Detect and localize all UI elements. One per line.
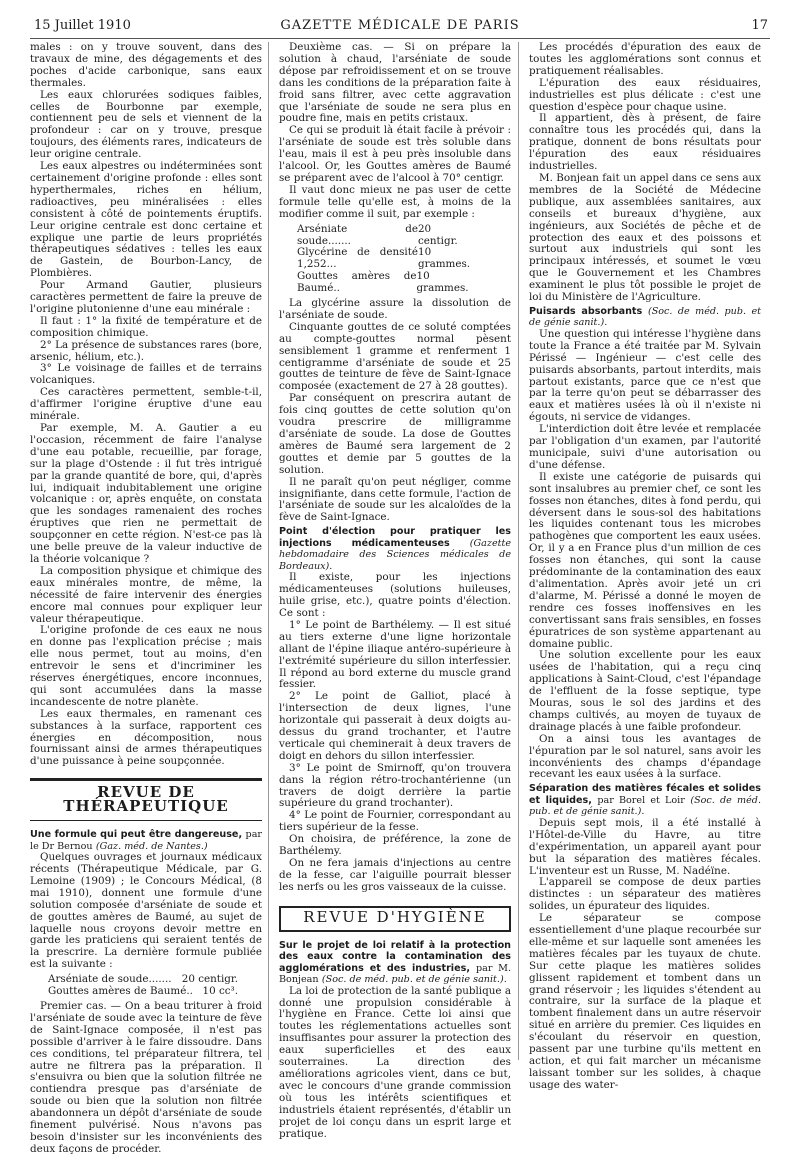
paragraph: On ne fera jamais d'injections au centre de la fesse, car l'aiguille pourrait blesser les nerfs ou les gros vaisseaux de la cuisse. xyxy=(279,857,511,893)
dose: 10 cc³. xyxy=(202,985,238,998)
article-title: Séparation des matières fécales et solides et liquides, xyxy=(529,783,761,806)
section-title: REVUE D'HYGIÈNE xyxy=(303,907,487,926)
paragraph: Par conséquent on prescrira autant de fois cinq gouttes de cette solution qu'on voudra prescrire de milligramme d'arséniate de soude. La dose de Gouttes amères de Baumé sera largement de 2 gouttes et demie par 5 gouttes de la solution. xyxy=(279,392,511,476)
paragraph: Il ne paraît qu'on peut négliger, comme insignifiante, dans cette formule, l'action de l'arséniate de soude sur les alcaloïdes de la fève de Saint-Ignace. xyxy=(279,475,511,524)
paragraph: Il existe, pour les injections médicamenteuses (solutions huileuses, huile grise, etc.), quatre points d'élection. Ce sont : xyxy=(279,571,511,619)
dose: 20 centigr. xyxy=(181,973,238,986)
paragraph: Quelques ouvrages et journaux médicaux récents (Thérapeutique Médicale, par G. Lemoine (1909) ; le Concours Médical, (8 mai 1910), donnent une formule d'une solution composée d'arséniate de soude et de gouttes amères de Baumé, au sujet de laquelle nous croyons devoir mettre en garde les praticiens qui seraient tentés de la prescrire. La dernière formule publiée est la suivante : xyxy=(30,851,262,971)
column-divider xyxy=(518,42,519,1060)
paragraph: Cinquante gouttes de ce soluté comptées au compte-gouttes normal pèsent sensiblement 1 gramme et renferment 1 centigramme d'arséniate de soude et 25 gouttes de teinture de fève de Saint-Ignace composée (exactement de 27 à 28 gouttes). xyxy=(279,320,511,393)
column-left xyxy=(30,41,262,1155)
article-title: Point d'élection pour pratiquer les injections médicamenteuses xyxy=(279,526,511,549)
paragraph: Deuxième cas. — Si on prépare la solution à chaud, l'arséniate de soude dépose par refroidissement et on se trouve dans les conditions de la préparation faite à froid sans filtrer, avec cette aggravation que l'arséniate de soude ne sera plus en poudre fine, mais en petits cristaux. xyxy=(279,41,511,125)
paragraph: La composition physique et chimique des eaux minérales montre, de même, la nécessité de faire intervenir des énergies encore mal connues pour expliquer leur valeur thérapeutique. xyxy=(30,564,262,625)
paragraph: Il appartient, dès à présent, de faire connaître tous les procédés qui, dans la pratique, donnent de bons résultats pour l'épuration des eaux résiduaires industrielles. xyxy=(529,112,761,173)
paragraph: La glycérine assure la dissolution de l'arséniate de soude. xyxy=(279,297,511,321)
paragraph: L'origine profonde de ces eaux ne nous en donne pas l'explication précise ; mais elle nous permet, tout au moins, d'en entrevoir le sens et d'incriminer les réserves énergétiques, encore inconnues, qui sont accumulées dans la masse incandescente de notre planète. xyxy=(30,624,262,708)
paragraph: Pour Armand Gautier, plusieurs caractères permettent de faire la preuve de l'origine plutonienne d'une eau minérale : xyxy=(30,279,262,315)
paragraph: M. Bonjean fait un appel dans ce sens aux membres de la Société de Médecine publique, aux assemblées sanitaires, aux conseils et bureaux d'hygiène, aux ingénieurs, aux Sociétés de pêche et de protection des eaux et des poissons et surtout aux industriels qui sont les principaux intéressés, et soumet le vœu que le Gouvernement et les Chambres examinent le plus tôt possible le projet de loi du Ministère de l'Agriculture. xyxy=(529,171,761,304)
article-heading xyxy=(529,306,761,329)
paragraph: Ce qui se produit là était facile à prévoir : l'arséniate de soude est très soluble dans l'eau, mais il est à peu près insoluble dans l'alcool. Or, les Gouttes amères de Baumé se préparent avec de l'alcool à 70° centigr. xyxy=(279,124,511,184)
paragraph: Il vaut donc mieux ne pas user de cette formule telle qu'elle est, à moins de la modifier comme il suit, par exemple : xyxy=(279,183,511,220)
dose: 10 grammes. xyxy=(418,246,471,271)
paragraph: Il existe une catégorie de puisards qui sont insalubres au premier chef, ce sont les fosses non étanches, dites à fond perdu, qui déversent dans le sous-sol des habitations les liquides contenant tous les microbes pathogènes que comportent les eaux usées. Or, il y a en France plus d'un million de ces fosses non étanches, qui sont la cause prédominante de la contamination des eaux d'alimentation. Après avoir jeté un cri d'alarme, M. Périssé a donné le moyen de rendre ces fosses inoffensives en les convertissant sans frais sensibles, en fosses épuratrices de son système appartenant au domaine public. xyxy=(529,470,761,650)
paragraph: 2° La présence de substances rares (bore, arsenic, hélium, etc.). xyxy=(30,338,262,363)
ingredient: Gouttes amères de Baumé.. xyxy=(48,985,193,998)
paragraph: Le séparateur se compose essentiellement d'une plaque recourbée sur elle-même et sur laquelle sont amenées les matières fécales par les tuyaux de chute. Sur cette plaque les matières solides glissent rapidement et tombent dans un grand réservoir ; les liquides s'étendent au contraire, sur la surface de la plaque et tombent finalement dans un autre réservoir situé en arrière du premier. Ces liquides en s'écoulant du réservoir en question, passent par une turbine qu'ils mettent en action, et qui fait marcher un mécanisme laissant tomber sur les solides, à chaque usage des water- xyxy=(529,912,761,1091)
paragraph: Les eaux thermales, en ramenant ces substances à la surface, rapportent ces énergies en décomposition, nous fournissant ainsi de armes thérapeutiques d'une puissance à peine soupçonnée. xyxy=(30,707,262,768)
article-source: (Gaz. méd. de Nantes.) xyxy=(95,840,208,852)
page-number: 17 xyxy=(751,18,768,33)
paragraph: males : on y trouve souvent, dans des travaux de mine, des dégagements et des poches d'acide carbonique, sans eaux thermales. xyxy=(30,41,262,89)
paragraph: On a ainsi tous les avantages de l'épuration par le sol naturel, sans avoir les inconvénients des champs d'épandage recevant les eaux usées à la surface. xyxy=(529,732,761,781)
article-source: (Gazette hebdomadaire des Sciences médicales de Bordeaux). xyxy=(279,537,512,572)
section-heading-therapeutique xyxy=(30,778,262,821)
formula-block xyxy=(30,974,262,998)
journal-title: GAZETTE MÉDICALE DE PARIS xyxy=(280,18,520,33)
issue-date: 15 Juillet 1910 xyxy=(34,18,131,33)
article-source: (Soc. de méd. pub. et de génie sanit.). xyxy=(529,305,762,329)
formula-line xyxy=(279,247,511,271)
paragraph: Les eaux chlorurées sodiques faibles, celles de Bourbonne par exemple, contiennent peu de sels et viennent de la profondeur : car on y trouve, presque toujours, des éléments rares, indicateurs de leur origine centrale. xyxy=(30,88,262,161)
article-title: Puisards absorbants xyxy=(529,305,643,317)
article-author: par M. Bonjean xyxy=(279,962,511,986)
paragraph: Par exemple, M. A. Gautier a eu l'occasion, récemment de faire l'analyse d'une eau potable, recueillie, par forage, sur la plage d'Ostende : il fut très intrigué par la grande quantité de bore, qui, d'après lui, indiquait indubitablement une origine volcanique : or, après enquête, on constata que les sondages ramenaient des roches éruptives que rien ne permettait de soupçonner en cette région. N'est-ce pas là une belle preuve de la valeur inductive de la théorie volcanique ? xyxy=(30,422,262,565)
paragraph: Une question qui intéresse l'hygiène dans toute la France a été traitée par M. Sylvain Périssé — Ingénieur — c'est celle des puisards absorbants, partout interdits, mais partout existants, parce que ce n'est que par la terre qu'on peut se débarrasser des eaux et matières usées là où il n'existe ni égouts, ni service de vidanges. xyxy=(529,327,761,424)
dose: 20 centigr. xyxy=(417,222,458,247)
paragraph: 3° Le point de Smirnoff, qu'on trouvera dans la région rétro-trochantérienne (un travers de doigt derrière la partie supérieure du grand trochanter). xyxy=(279,761,511,810)
column-divider xyxy=(268,42,269,1060)
article-heading xyxy=(30,829,262,852)
page-header xyxy=(30,16,770,39)
article-heading xyxy=(279,526,511,572)
ingredient: Arséniate de soude....... xyxy=(48,973,172,986)
paragraph: Il faut : 1° la fixité de température et de composition chimique. xyxy=(30,314,262,339)
formula-line xyxy=(30,986,262,998)
formula-line xyxy=(279,271,511,295)
article-source: (Soc. de méd. pub. et de génie sanit.). xyxy=(529,794,761,818)
paragraph: Ces caractères permettent, semble-t-il, d'affirmer l'origine éruptive d'une eau minérale. xyxy=(30,386,262,423)
column-right xyxy=(529,41,762,1091)
formula-line xyxy=(279,224,511,248)
paragraph: On choisira, de préférence, la zone de Barthélemy. xyxy=(279,833,511,858)
paragraph: L'appareil se compose de deux parties distinctes : un séparateur des matières solides, un épurateur des liquides. xyxy=(529,876,761,913)
column-middle xyxy=(279,41,512,1140)
article-heading xyxy=(279,940,511,986)
section-heading-hygiene xyxy=(279,906,511,932)
paragraph: Premier cas. — On a beau triturer à froid l'arséniate de soude avec la teinture de fève de Saint-Ignace composée, il n'est pas possible d'arriver à le faire dissoudre. Dans ces conditions, tel préparateur filtrera, tel autre ne filtrera pas la préparation. Il s'ensuivra ou bien que la solution filtrée ne contiendra presque pas d'arséniate de soude ou bien que la solution non filtrée abandonnera un dépôt d'arséniate de soude finement pulvérisé. Nous n'avons pas besoin d'insister sur les inconvénients des deux façons de procéder. xyxy=(30,999,262,1155)
paragraph: L'épuration des eaux résiduaires, industrielles est plus délicate : c'est une question d'espèce pour chaque usine. xyxy=(529,76,761,113)
paragraph: 4° Le point de Fournier, correspondant au tiers supérieur de la fesse. xyxy=(279,809,511,834)
article-author: par le Dr Bernou xyxy=(30,829,262,852)
paragraph: Une solution excellente pour les eaux usées de l'habitation, qui a reçu cinq applications à Saint-Cloud, c'est l'épandage de l'effluent de la fosse septique, type Mouras, sous le sol des jardins et des champs cultivés, au moyen de tuyaux de drainage placés à une faible profondeur. xyxy=(529,649,761,733)
ingredient: Glycérine de densité 1,252... xyxy=(297,246,418,271)
dose: 10 grammes. xyxy=(416,270,469,295)
paragraph: L'interdiction doit être levée et remplacée par l'obligation d'un examen, par l'autorité municipale, suivi d'une autorisation ou d'une défense. xyxy=(529,423,761,471)
paragraph: 2° Le point de Galliot, placé à l'intersection de deux lignes, l'une horizontale qui passerait à deux doigts au-dessus du grand trochanter, et l'autre verticale qui cheminerait à deux travers de doigt en dehors du sillon interfessier. xyxy=(279,690,511,762)
article-title: Une formule qui peut être dangereuse, xyxy=(30,829,243,841)
ingredient: Gouttes amères de Baumé.. xyxy=(297,270,417,295)
section-title: REVUE DE THÉRAPEUTIQUE xyxy=(63,783,229,816)
article-heading xyxy=(529,783,761,818)
paragraph: La loi de protection de la santé publique a donné une propulsion considérable à l'hygiène en France. Cette loi ainsi que toutes les réglementations actuelles sont insuffisantes pour assurer la protection des eaux superficielles et des eaux souterraines. La direction des améliorations agricoles vient, dans ce but, avec le concours d'une grande commission où tous les intérêts scientifiques et industriels étaient représentés, d'établir un projet de loi conçu dans un esprit large et pratique. xyxy=(279,984,511,1140)
article-author: par Borel et Loir xyxy=(597,794,685,806)
article-source: (Soc. de méd. pub. et de génie sanit.). xyxy=(321,974,507,986)
paragraph: Les procédés d'épuration des eaux de toutes les agglomérations sont connus et pratiquement réalisables. xyxy=(529,41,761,77)
formula-block xyxy=(279,224,511,295)
paragraph: Depuis sept mois, il a été installé à l'Hôtel-de-Ville du Havre, au titre d'expérimentation, un appareil ayant pour but la séparation des matières fécales. L'inventeur est un Russe, M. Nadéïne. xyxy=(529,816,761,877)
ingredient: Arséniate de soude....... xyxy=(297,222,418,247)
paragraph: 3° Le voisinage de failles et de terrains volcaniques. xyxy=(30,362,262,387)
paragraph: 1° Le point de Barthélemy. — Il est situé au tiers externe d'une ligne horizontale allant de l'épine iliaque antéro-supérieure à l'extrémité supérieure du sillon interfessier. Il répond au bord externe du muscle grand fessier. xyxy=(279,618,511,691)
article-title: Sur le projet de loi relatif à la protection des eaux contre la contamination des agglomérations et des industries, xyxy=(279,939,511,974)
paragraph: Les eaux alpestres ou indéterminées sont certainement d'origine profonde : elles sont hyperthermales, riches en hélium, radioactives, peu minéralisées : elles consistent à côté de pointements éruptifs. Leur origine centrale est donc certaine et explique une partie de leurs propriétés thérapeutiques sédatives : telles les eaux de Gastein, de Bourbon-Lancy, de Plombières. xyxy=(30,160,262,280)
